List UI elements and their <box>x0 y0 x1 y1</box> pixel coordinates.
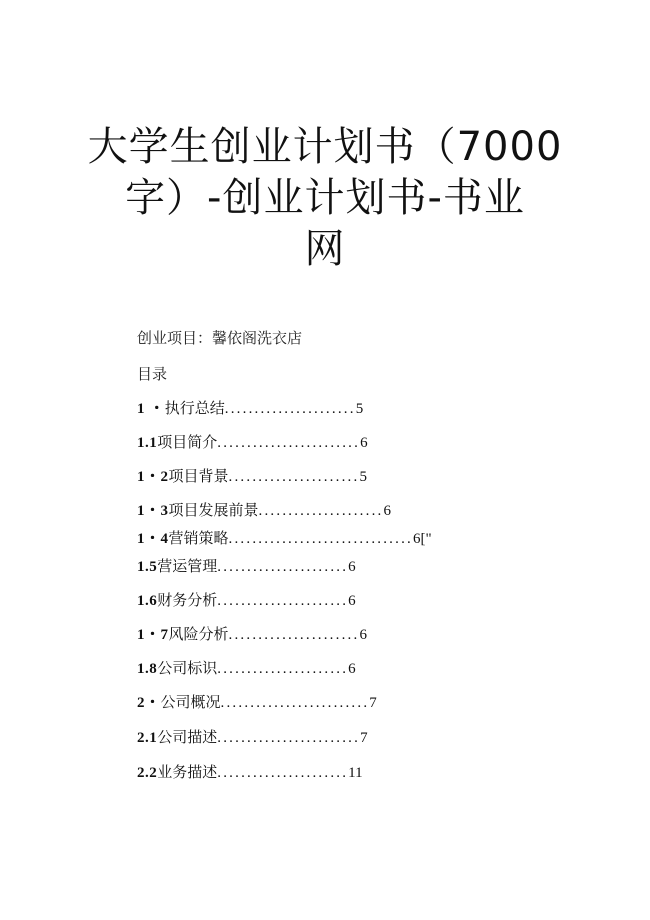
toc-leader-dots: ............................... <box>228 531 413 547</box>
toc-entry-label: 风险分析 <box>168 625 229 643</box>
toc-entry-label: 项目简介 <box>157 433 218 451</box>
toc-entry-number: 2.2 <box>137 765 158 781</box>
toc-entry[interactable] <box>137 500 391 521</box>
toc-leader-dots: ...................... <box>217 593 349 609</box>
toc-leader-dots: ..................... <box>258 503 384 519</box>
toc-entry-label: 财务分析 <box>157 591 218 609</box>
toc-entry-label: 营运管理 <box>157 557 218 575</box>
toc-leader-dots: ...................... <box>217 765 349 781</box>
toc-entry-label: 营销策略 <box>168 529 229 547</box>
toc-page-number: 6[" <box>412 531 432 547</box>
toc-entry-label: 项目发展前景 <box>168 501 259 519</box>
toc-entry[interactable] <box>137 658 356 679</box>
toc-entry-number: 1・2 <box>137 469 169 485</box>
toc-entry[interactable] <box>137 466 367 487</box>
document-title <box>0 122 650 275</box>
toc-page-number: 7 <box>369 695 377 711</box>
toc-page-number: 6 <box>348 559 356 575</box>
title-line: 字）-创业计划书-书业 <box>125 175 525 221</box>
toc-page-number: 5 <box>359 469 367 485</box>
toc-entry-label: 执行总结 <box>164 399 225 417</box>
title-line: 网 <box>304 226 346 272</box>
toc-entry[interactable] <box>137 692 377 713</box>
toc-entry-number: 1.8 <box>137 661 158 677</box>
toc-entry-number: 1・3 <box>137 503 169 519</box>
toc-entry-number: 1・7 <box>137 627 169 643</box>
toc-entry-number: 1.6 <box>137 593 158 609</box>
toc-leader-dots: ...................... <box>228 469 360 485</box>
toc-leader-dots: ...................... <box>228 627 360 643</box>
toc-page-number: 11 <box>348 765 363 781</box>
toc-entry-number: 2・ <box>137 695 161 711</box>
toc-entry[interactable] <box>137 624 367 645</box>
toc-entry[interactable] <box>137 762 363 783</box>
toc-entry-number: 2.1 <box>137 730 158 746</box>
toc-heading: 目录 <box>137 365 168 383</box>
toc-entry-number: 1.1 <box>137 435 158 451</box>
toc-entry[interactable] <box>137 398 363 419</box>
toc-entry[interactable] <box>137 432 368 453</box>
toc-leader-dots: ......................... <box>220 695 370 711</box>
toc-page-number: 6 <box>383 503 391 519</box>
toc-leader-dots: ........................ <box>217 435 361 451</box>
toc-entry-label: 业务描述 <box>157 763 218 781</box>
title-line: 大学生创业计划书（7000 <box>87 124 563 170</box>
toc-entry[interactable] <box>137 590 356 611</box>
toc-entry-number: 1・4 <box>137 531 169 547</box>
toc-entry[interactable] <box>137 727 368 748</box>
toc-leader-dots: ...................... <box>224 401 356 417</box>
toc-entry-label: 项目背景 <box>168 467 229 485</box>
toc-leader-dots: ........................ <box>217 730 361 746</box>
toc-page-number: 6 <box>359 627 367 643</box>
toc-entry-label: 公司标识 <box>157 659 218 677</box>
toc-page-number: 7 <box>360 730 368 746</box>
toc-entry[interactable] <box>137 556 356 577</box>
toc-page-number: 6 <box>348 661 356 677</box>
toc-entry-label: 公司描述 <box>157 728 218 746</box>
toc-leader-dots: ...................... <box>217 559 349 575</box>
toc-leader-dots: ...................... <box>217 661 349 677</box>
toc-page-number: 6 <box>348 593 356 609</box>
toc-page-number: 6 <box>360 435 368 451</box>
project-name: 创业项目：馨依阁洗衣店 <box>137 329 303 347</box>
toc-entry-number: 1.5 <box>137 559 158 575</box>
toc-entry-number: 1 ・ <box>137 401 165 417</box>
toc-page-number: 5 <box>355 401 364 417</box>
toc-entry[interactable] <box>137 528 432 549</box>
toc-entry-label: 公司概况 <box>160 693 221 711</box>
